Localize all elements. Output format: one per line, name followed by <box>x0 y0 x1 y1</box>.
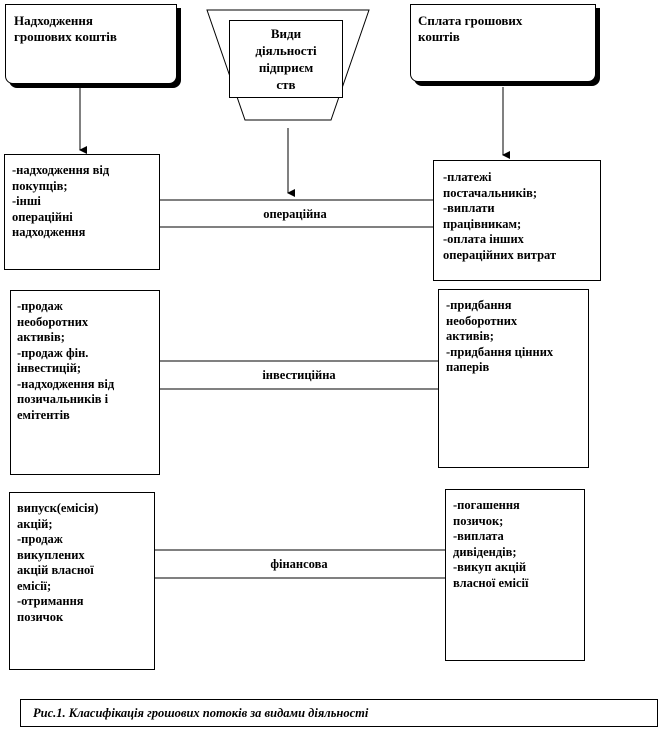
investing-inflows-text: -продаж необоротних активів; -продаж фін. інвестицій; -надходження від позичальників і емітентів <box>17 299 115 422</box>
figure-caption: Рис.1. Класифікація грошових потоків за видами діяльності <box>20 699 658 727</box>
operating-label: операційна <box>263 207 327 221</box>
investing-outflows-text: -придбання необоротних активів; -придбання цінних паперів <box>446 298 554 374</box>
investing-label: інвестиційна <box>262 368 336 382</box>
financing-inflows-text: випуск(емісія) акцій; -продаж викуплених акцій власної емісії; -отримання позичок <box>17 501 99 624</box>
financing-outflows-text: -погашення позичок; -виплата дивідендів; -викуп акцій власної емісії <box>453 498 529 590</box>
inflows-header-text: Надходження грошових коштів <box>14 13 117 44</box>
operating-inflows-text: -надходження від покупців; -інші операційні надходження <box>12 163 110 239</box>
activity-types-text: Види діяльності підприєм ств <box>255 26 317 92</box>
outflows-header-text: Сплата грошових коштів <box>418 13 523 44</box>
financing-label: фінансова <box>270 557 328 571</box>
operating-outflows-text: -платежі постачальників; -виплати працівникам; -оплата інших операційних витрат <box>443 170 557 262</box>
